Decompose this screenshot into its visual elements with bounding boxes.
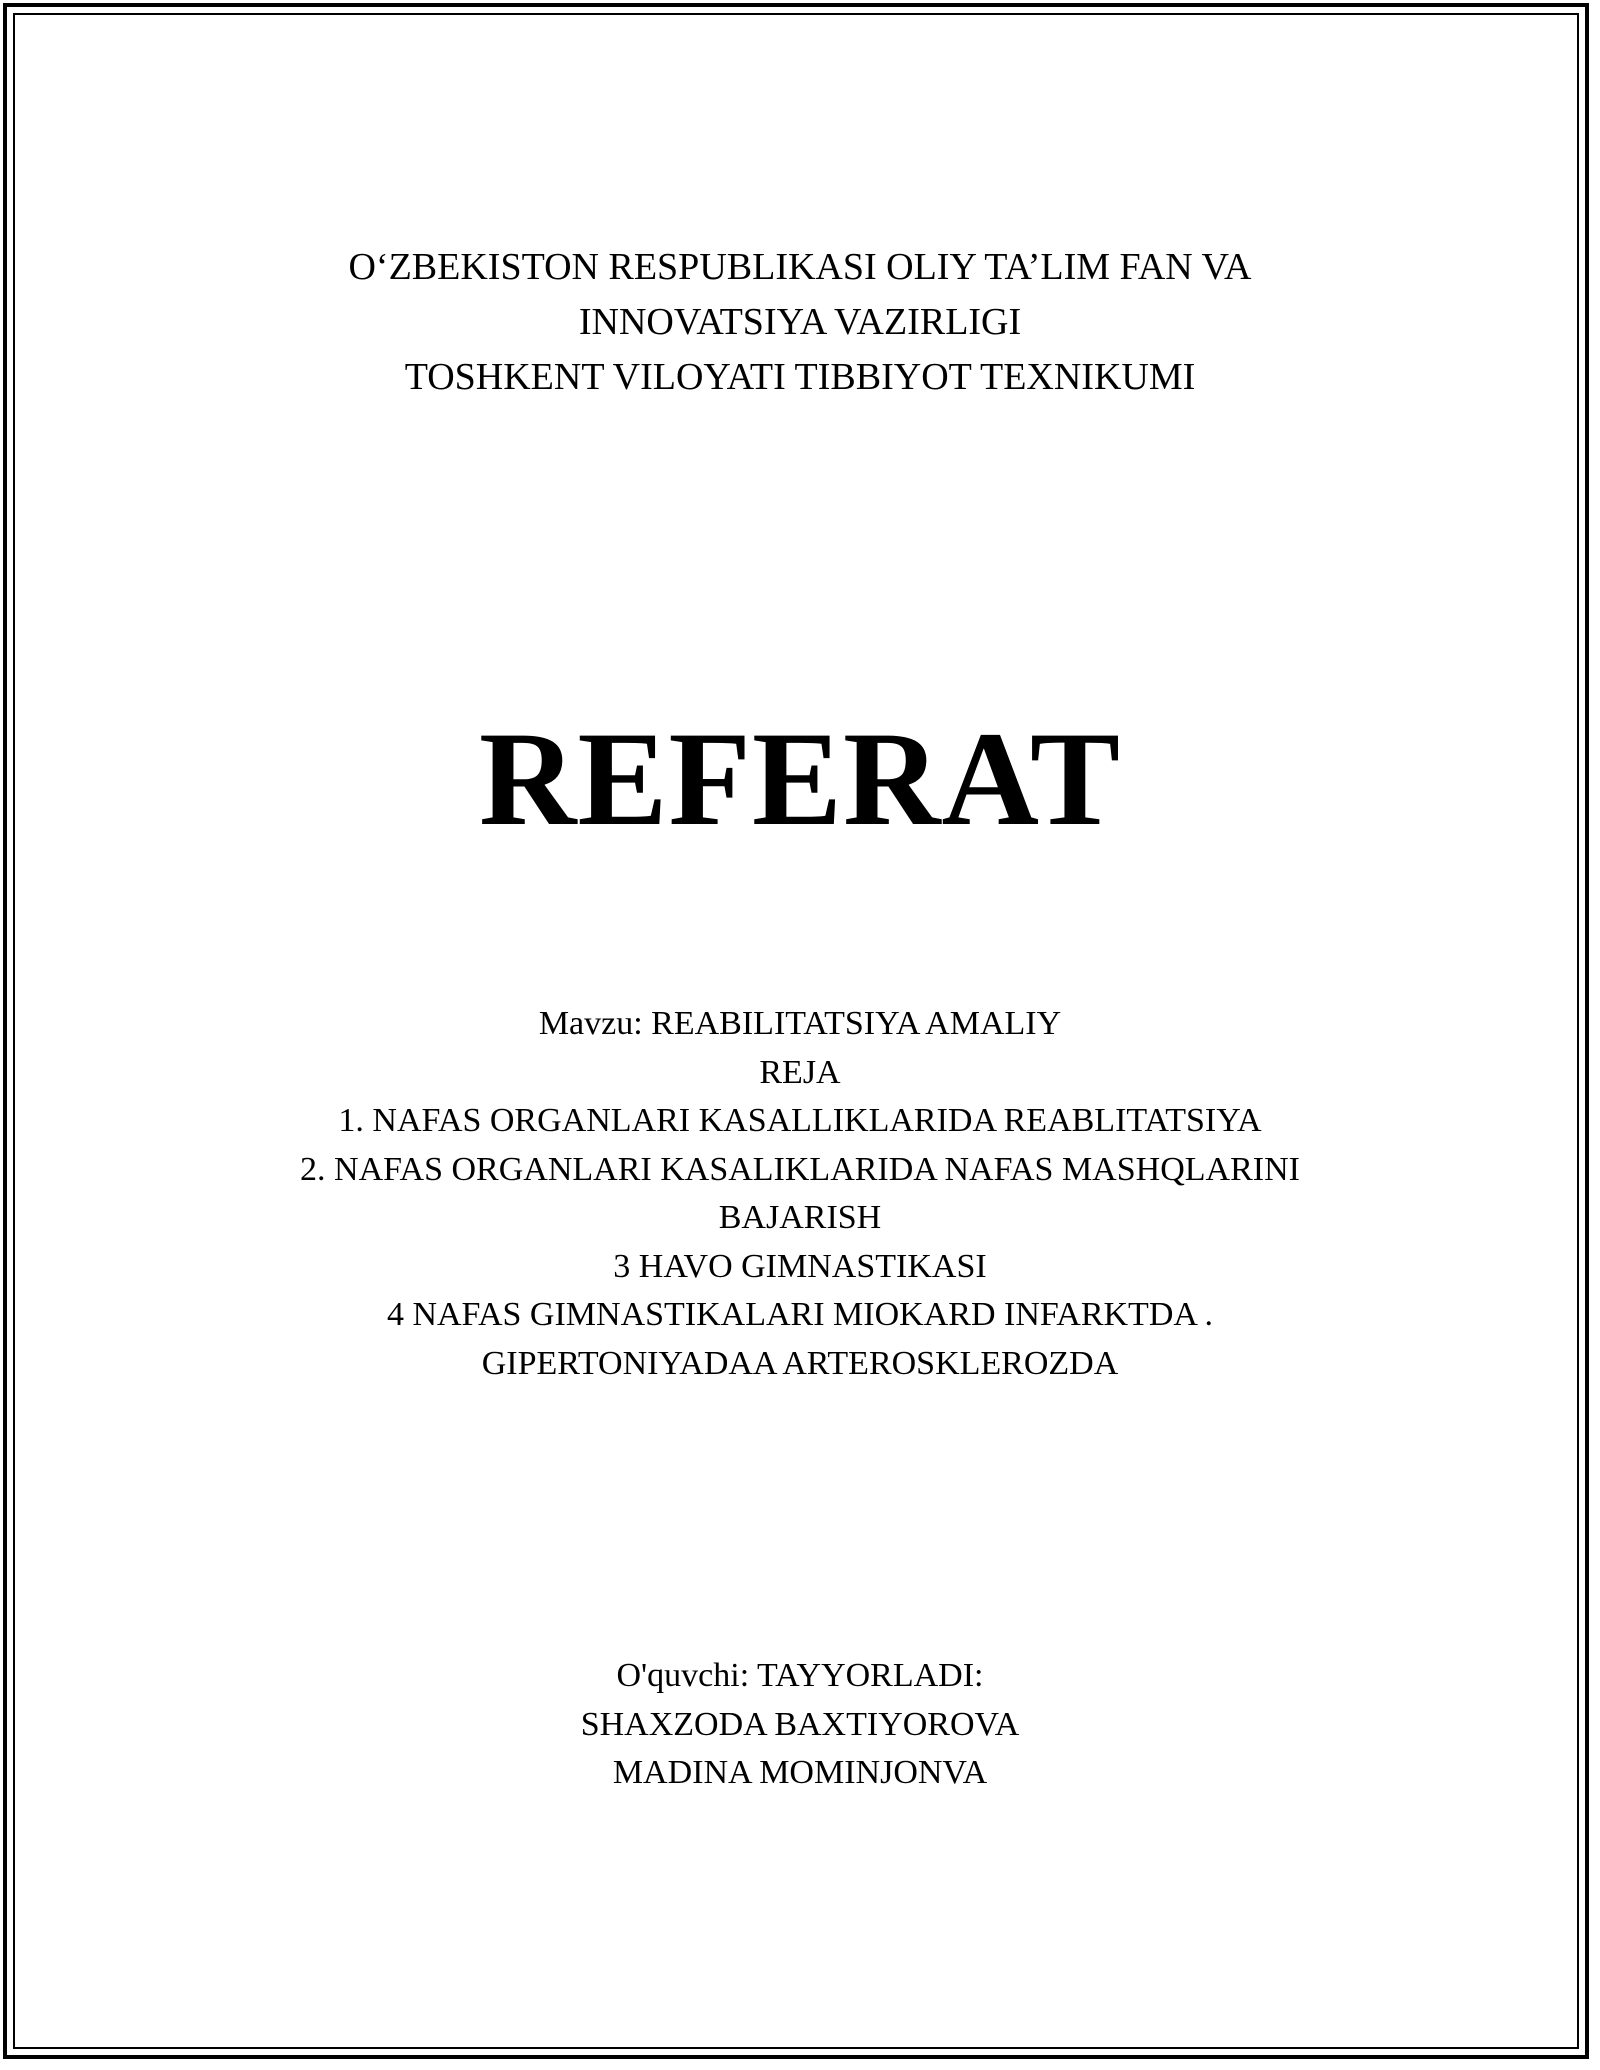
plan-item-4: 4 NAFAS GIMNASTIKALARI MIOKARD INFARKTDA . — [386, 1296, 1214, 1333]
document-title: REFERAT — [478, 705, 1122, 854]
plan-item-4-cont: GIPERTONIYADAA ARTEROSKLEROZDA — [481, 1344, 1119, 1382]
plan-label: REJA — [759, 1053, 841, 1091]
topic-section — [0, 1000, 1600, 1388]
author-name: MADINA MOMINJONVA — [612, 1754, 988, 1791]
author-name: SHAXZODA BAXTIYOROVA — [580, 1705, 1020, 1743]
plan-item-2: 2. NAFAS ORGANLARI KASALIKLARIDA NAFAS MASHQLARINI — [300, 1150, 1300, 1188]
header-line-ministry: O‘ZBEKISTON RESPUBLIKASI OLIY TA’LIM FAN VA — [348, 246, 1252, 288]
institution-header — [0, 240, 1600, 405]
topic-subject: Mavzu: REABILITATSIYA AMALIY — [538, 1005, 1062, 1042]
header-line-college: TOSHKENT VILOYATI TIBBIYOT TEXNIKUMI — [404, 356, 1196, 398]
authors-section — [0, 1652, 1600, 1798]
plan-item-3: 3 HAVO GIMNASTIKASI — [613, 1247, 987, 1285]
header-line-ministry-cont: INNOVATSIYA VAZIRLIGI — [578, 301, 1022, 343]
plan-item-2-cont: BAJARISH — [718, 1199, 882, 1236]
plan-item-1: 1. NAFAS ORGANLARI KASALLIKLARIDA REABLITATSIYA — [338, 1102, 1262, 1139]
authors-label: O'quvchi: TAYYORLADI: — [616, 1657, 984, 1694]
